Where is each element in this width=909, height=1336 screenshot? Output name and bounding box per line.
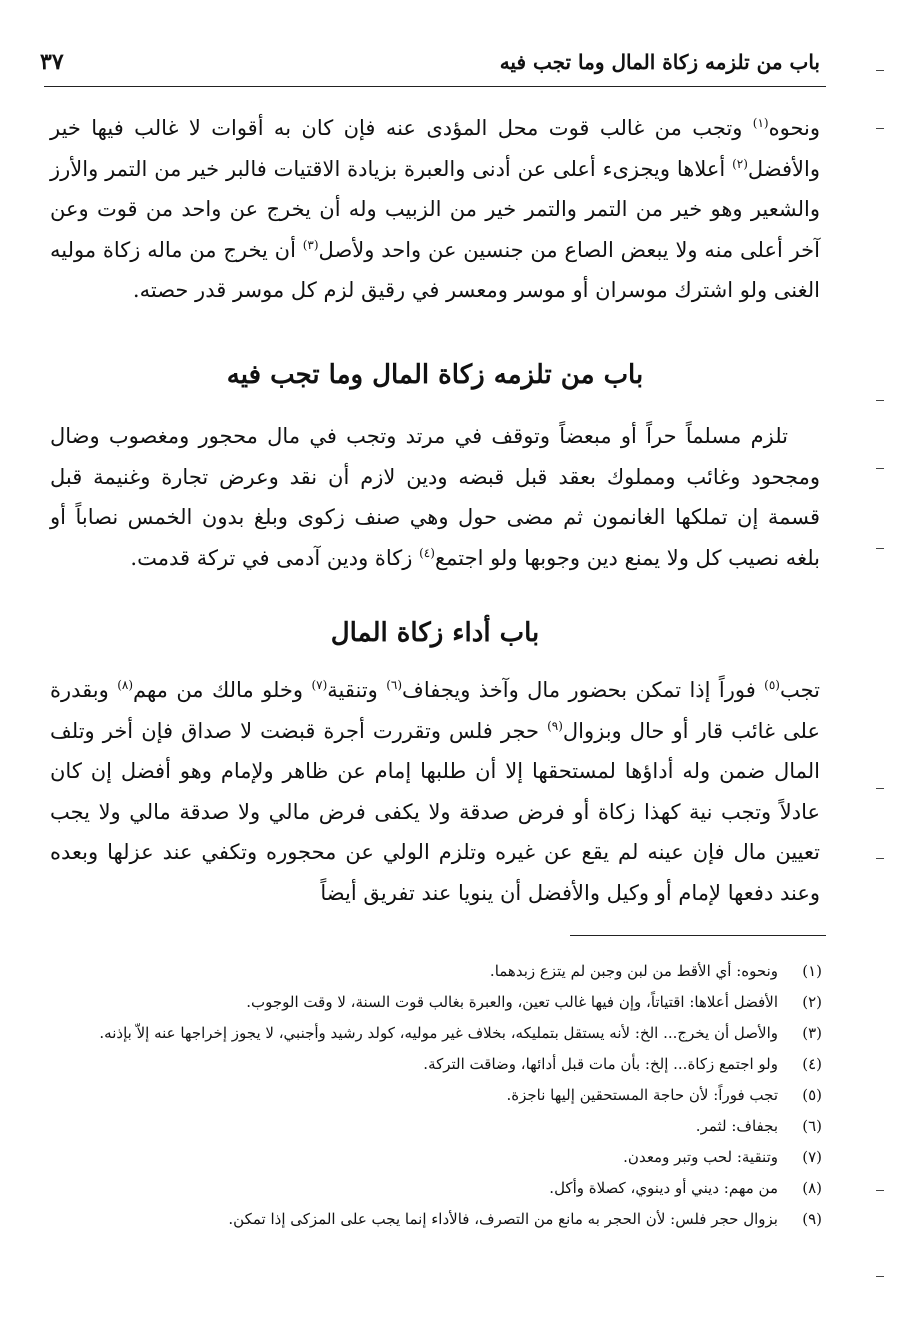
footnote-item bbox=[50, 1142, 822, 1173]
running-title: باب من تلزمه زكاة المال وما تجب فيه bbox=[499, 50, 820, 74]
footnote-text: تجب فوراً: لأن حاجة المستحقين إليها ناجزة. bbox=[506, 1086, 778, 1104]
section2-text: وخلو مالك من مهم bbox=[133, 678, 312, 702]
footnote-number: (٨) bbox=[802, 1179, 822, 1197]
footnote-text: ونحوه: أي الأقط من لبن وجبن لم يتزع زبدهما. bbox=[489, 962, 778, 980]
intro-text: أن يخرج من ماله زكاة موليه الغنى ولو اشترك موسران أو موسر ومعسر في رقيق لزم كل موسر قدر حصته. bbox=[50, 237, 820, 302]
section2-text: وبقدرة على غائب قار أو حال وبزوال bbox=[50, 678, 820, 743]
section1-text: زكاة ودين آدمى في تركة قدمت. bbox=[130, 545, 420, 570]
header-rule bbox=[44, 86, 826, 87]
intro-text: وتجب من غالب قوت محل المؤدى عنه فإن كان به أقوات لا غالب فيها خير والأفضل bbox=[50, 116, 820, 181]
footnote-text: والأصل أن يخرج... الخ: لأنه يستقل بتمليكه، بخلاف غير موليه، كولد رشيد وأجنبي، لا يجوز إخراجها عنه إلاّ بإذنه. bbox=[99, 1024, 778, 1042]
intro-text: أعلاها ويجزىء أعلى عن أدنى والعبرة بزيادة الاقتيات فالبر خير من التمر والأرز والشعير وهو خير من التمر والتمر خير من الزبيب وله أن يخرج عن واحد من قوت وعن آخر أعلى منه ولا يبعض الصاع من جنسين عن واحد ولأصل bbox=[50, 156, 820, 262]
footnote-ref: (٦) bbox=[386, 678, 403, 692]
footnote-text: بجفاف: لثمر. bbox=[695, 1117, 778, 1135]
margin-mark bbox=[876, 1276, 884, 1277]
section2-paragraph bbox=[50, 670, 820, 913]
margin-mark bbox=[876, 70, 884, 71]
footnote-ref: (٨) bbox=[117, 678, 134, 692]
footnote-text: الأفضل أعلاها: اقتياتاً، وإن فيها غالب تعين، والعبرة بغالب قوت السنة، لا وقت الوجوب. bbox=[246, 993, 778, 1011]
intro-text: ونحوه bbox=[768, 116, 820, 140]
footnote-ref: (١) bbox=[752, 116, 769, 130]
footnote-item bbox=[50, 1173, 822, 1204]
footnote-number: (٧) bbox=[802, 1148, 822, 1166]
footnote-number: (٥) bbox=[802, 1086, 822, 1104]
section-heading-zakat-obligation: باب من تلزمه زكاة المال وما تجب فيه bbox=[226, 360, 644, 390]
footnote-ref: (٩) bbox=[547, 718, 563, 733]
footnote-number: (٩) bbox=[802, 1210, 822, 1228]
footnote-item bbox=[50, 1049, 822, 1080]
footnotes bbox=[50, 956, 822, 1235]
section1-text: تلزم مسلماً حراً أو مبعضاً وتوقف في مرتد وتجب في مال محجور ومغصوب وضال ومجحود وغائب ومملوك بعقد قبل قبضه ودين لازم أن نقد وعرض تجارة وغنيمة قبل قسمة إن تملكها الغانمون ثم مضى حول وهي صنف زكوى وبلغ بدون الخمس نصاباً أو بلغه نصيب كل ولا يمنع دين وجوبها ولو اجتمع bbox=[50, 424, 820, 570]
footnote-item bbox=[50, 1111, 822, 1142]
section2-text: تجب bbox=[779, 678, 821, 702]
margin-mark bbox=[876, 468, 884, 469]
footnote-ref: (٧) bbox=[311, 678, 328, 692]
footnote-text: وتنقية: لحب وتبر ومعدن. bbox=[623, 1148, 778, 1166]
footnote-ref: (٤) bbox=[419, 545, 435, 560]
section-heading-zakat-payment: باب أداء زكاة المال bbox=[330, 618, 540, 648]
page-number: ٣٧ bbox=[40, 49, 64, 75]
footnote-item bbox=[50, 1204, 822, 1235]
section1-paragraph bbox=[50, 416, 820, 578]
margin-mark bbox=[876, 788, 884, 789]
intro-paragraph bbox=[50, 108, 820, 311]
footnote-number: (١) bbox=[802, 962, 822, 980]
footnote-item bbox=[50, 956, 822, 987]
footnote-text: بزوال حجر فلس: لأن الحجر به مانع من التصرف، فالأداء إنما يجب على المزكى إذا تمكن. bbox=[228, 1210, 778, 1228]
footnote-item bbox=[50, 1018, 822, 1049]
margin-mark bbox=[876, 858, 884, 859]
section2-text: وتنقية bbox=[327, 678, 387, 702]
page-header bbox=[40, 42, 820, 82]
section2-text: حجر فلس وتقررت أجرة قبضت لا صداق فإن أخر وتلف المال ضمن وله أداؤها لمستحقها إلا أن طلبها إمام عن ظاهر ولإمام وهو أفضل إن كان عادلاً وتجب نية كهذا زكاة أو فرض صدقة ولا يكفى فرض مالي ولا صدقة مالي ولا يجب تعيين مال فإن عينه لم يقع عن غيره وتلزم الولي عن محجوره وتكفي عند عزلها وبعده وعند دفعها لإمام أو وكيل والأفضل أن ينويا عند تفريق أيضاً bbox=[50, 718, 820, 905]
footnote-ref: (٣) bbox=[302, 237, 319, 252]
footnote-number: (٦) bbox=[802, 1117, 822, 1135]
margin-mark bbox=[876, 548, 884, 549]
margin-mark bbox=[876, 1190, 884, 1191]
footnote-text: ولو اجتمع زكاة... إلخ: بأن مات قبل أدائها، وضاقت التركة. bbox=[423, 1055, 778, 1073]
footnote-separator bbox=[570, 935, 826, 936]
footnote-number: (٢) bbox=[802, 993, 822, 1011]
footnote-number: (٣) bbox=[802, 1024, 822, 1042]
footnote-ref: (٢) bbox=[732, 156, 748, 171]
footnote-item bbox=[50, 1080, 822, 1111]
margin-mark bbox=[876, 400, 884, 401]
footnote-ref: (٥) bbox=[764, 678, 780, 692]
footnote-item bbox=[50, 987, 822, 1018]
margin-mark bbox=[876, 128, 884, 129]
footnote-number: (٤) bbox=[802, 1055, 822, 1073]
footnote-text: من مهم: ديني أو دينوي، كصلاة وأكل. bbox=[549, 1179, 778, 1197]
section2-text: فوراً إذا تمكن بحضور مال وآخذ ويجفاف bbox=[402, 678, 765, 702]
